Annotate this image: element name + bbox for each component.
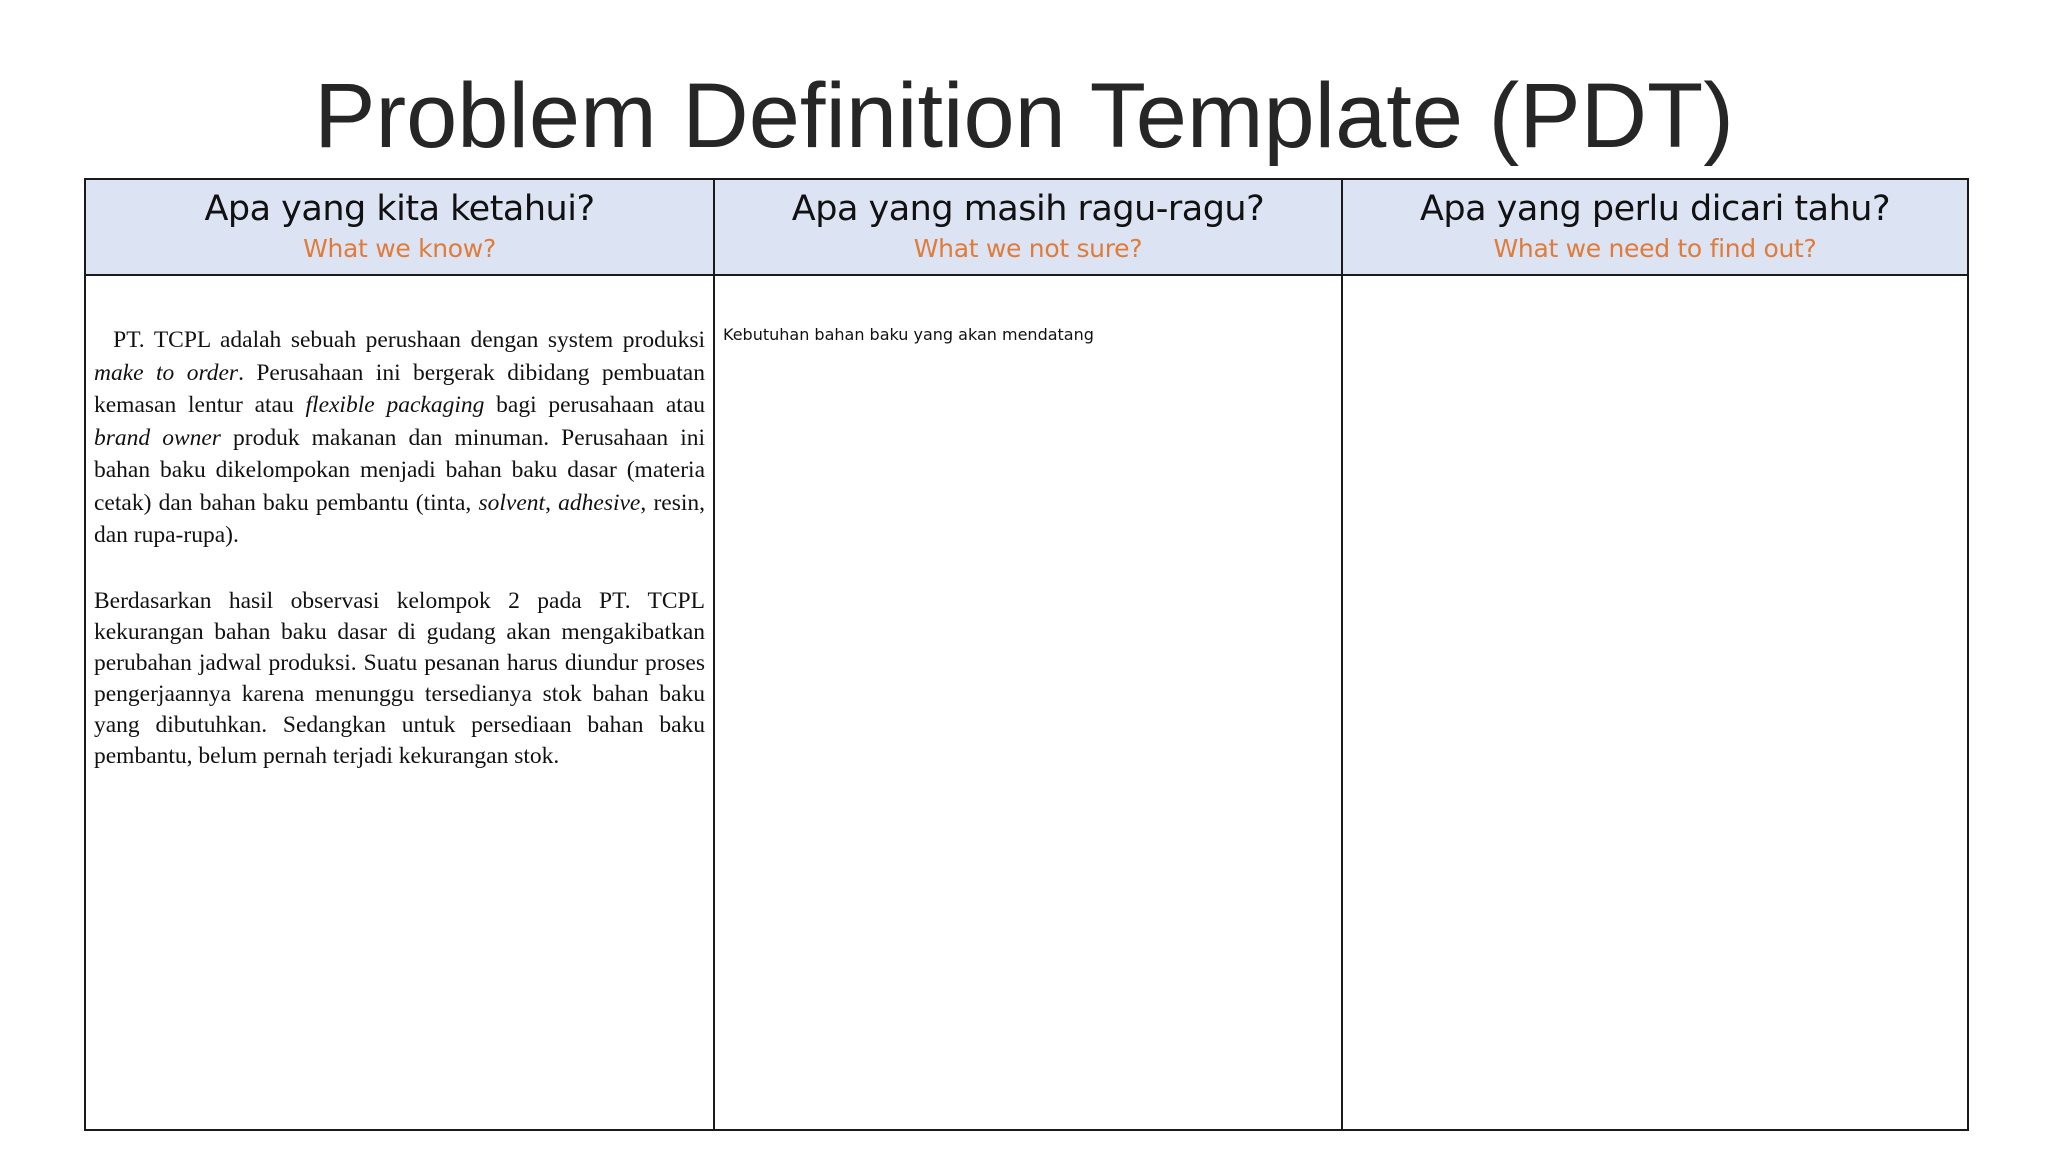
header-subtitle: What we not sure? (913, 234, 1143, 263)
italic-term: solvent (478, 489, 546, 516)
know-paragraph-1 (94, 324, 705, 552)
cell-what-we-not-sure[interactable] (713, 276, 1341, 1129)
header-title: Apa yang perlu dicari tahu? (1419, 189, 1891, 229)
text-run: bagi perusahaan atau (484, 392, 705, 418)
know-paragraph-2: Berdasarkan hasil observasi kelompok 2 pada PT. TCPL kekurangan bahan baku dasar di gudang akan mengakibatkan perubahan jadwal produksi. Suatu pesanan harus diundur proses pengerjaannya karena menunggu tersedianya stok bahan baku yang dibutuhkan. Sedangkan untuk persediaan bahan baku pembantu, belum pernah terjadi kekurangan stok. (94, 587, 705, 769)
text-run: . Perusahaan ini bergerak dibidang pembuatan kemasan lentur atau (94, 359, 705, 418)
header-subtitle: What we know? (303, 234, 496, 263)
header-what-we-need-to-find-out (1341, 180, 1967, 276)
slide-title: Problem Definition Template (PDT) (314, 65, 1734, 167)
cell-what-we-need-to-find-out[interactable] (1341, 276, 1967, 1129)
header-what-we-know (86, 180, 713, 276)
text-run: produk makanan dan minuman. Perusahaan ini bahan baku dikelompokan menjadi bahan baku dasar (materia cetak) dan bahan baku pembantu (tinta, (94, 424, 705, 516)
header-what-we-not-sure (713, 180, 1341, 276)
unsure-note: Kebutuhan bahan baku yang akan mendatang (723, 325, 1094, 344)
header-title: Apa yang kita ketahui? (204, 189, 595, 229)
cell-what-we-know[interactable] (86, 276, 713, 1129)
header-title: Apa yang masih ragu-ragu? (791, 189, 1265, 229)
text-run: , (545, 489, 559, 516)
problem-definition-table (84, 178, 1969, 1131)
italic-term: brand owner (94, 424, 221, 451)
italic-term: make to order (94, 359, 239, 386)
text-run: PT. TCPL adalah sebuah perushaan dengan system produksi (94, 327, 705, 353)
header-subtitle: What we need to find out? (1493, 234, 1817, 263)
italic-term: adhesive (558, 489, 641, 516)
text-run: , resin, dan rupa-rupa). (94, 489, 705, 548)
italic-term: flexible packaging (305, 392, 485, 418)
